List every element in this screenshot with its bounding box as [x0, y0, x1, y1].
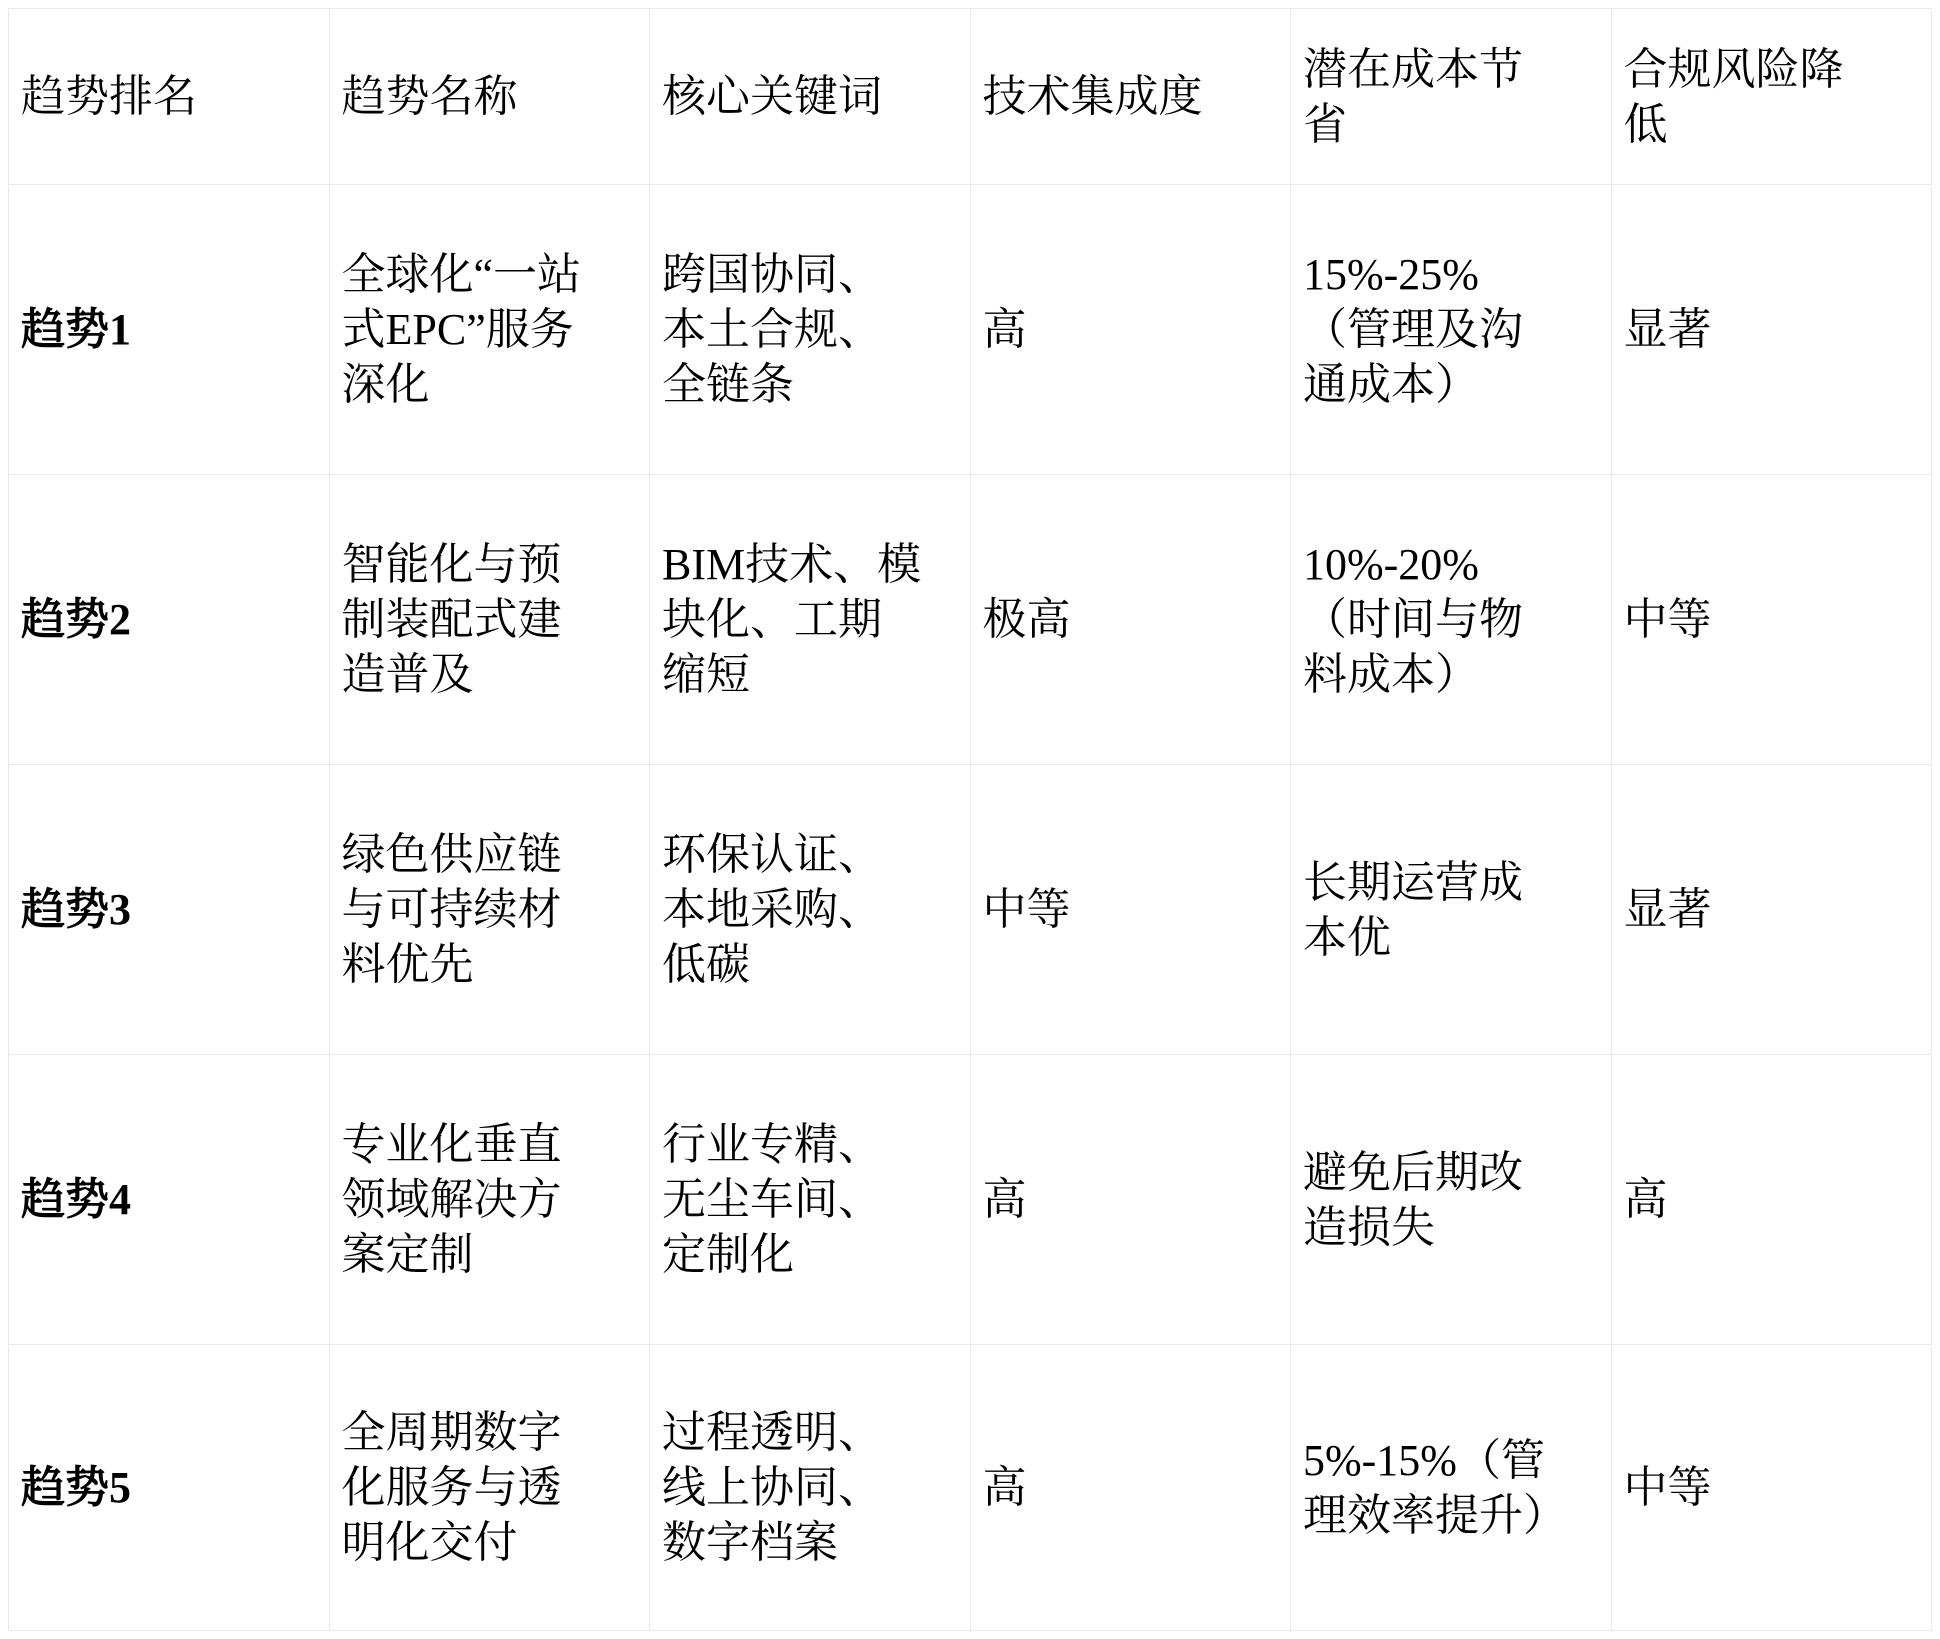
- table-cell-integration: 高: [970, 1055, 1291, 1345]
- table-row-trend-3: [9, 765, 1932, 1055]
- row-label-cell: 趋势5: [9, 1345, 330, 1631]
- header-tech-integration: 技术集成度: [970, 9, 1291, 185]
- table-cell-compliance: 显著: [1611, 765, 1932, 1055]
- table-cell-compliance: 中等: [1611, 1345, 1932, 1631]
- header-compliance-risk: 合规风险降低: [1611, 9, 1932, 185]
- header-core-keywords: 核心关键词: [650, 9, 971, 185]
- table-cell-savings: 避免后期改造损失: [1291, 1055, 1612, 1345]
- table-cell-integration: 中等: [970, 765, 1291, 1055]
- row-label-cell: 趋势2: [9, 475, 330, 765]
- table-cell-integration: 高: [970, 1345, 1291, 1631]
- table-cell-compliance: 显著: [1611, 185, 1932, 475]
- table-cell-keywords: 过程透明、线上协同、数字档案: [650, 1345, 971, 1631]
- table-row-trend-5: [9, 1345, 1932, 1631]
- table-cell-compliance: 中等: [1611, 475, 1932, 765]
- table-cell-trend-name: 全周期数字化服务与透明化交付: [329, 1345, 650, 1631]
- row-label-cell: 趋势4: [9, 1055, 330, 1345]
- table-row-trend-1: [9, 185, 1932, 475]
- table-cell-keywords: 跨国协同、本土合规、全链条: [650, 185, 971, 475]
- row-label-cell: 趋势3: [9, 765, 330, 1055]
- table-cell-savings: 15%-25% （管理及沟通成本）: [1291, 185, 1612, 475]
- table-cell-trend-name: 全球化“一站式EPC”服务深化: [329, 185, 650, 475]
- table-cell-compliance: 高: [1611, 1055, 1932, 1345]
- table-cell-integration: 极高: [970, 475, 1291, 765]
- table-cell-trend-name: 专业化垂直领域解决方案定制: [329, 1055, 650, 1345]
- table-cell-savings: 5%-15%（管理效率提升）: [1291, 1345, 1612, 1631]
- header-trend-rank: 趋势排名: [9, 9, 330, 185]
- trends-table: [8, 8, 1932, 1631]
- table-cell-savings: 长期运营成本优: [1291, 765, 1612, 1055]
- table-row-trend-2: [9, 475, 1932, 765]
- table-cell-integration: 高: [970, 185, 1291, 475]
- header-cost-savings: 潜在成本节省: [1291, 9, 1612, 185]
- table-cell-savings: 10%-20% （时间与物料成本）: [1291, 475, 1612, 765]
- table-cell-keywords: 环保认证、本地采购、低碳: [650, 765, 971, 1055]
- table-cell-keywords: 行业专精、无尘车间、定制化: [650, 1055, 971, 1345]
- header-trend-name: 趋势名称: [329, 9, 650, 185]
- table-cell-trend-name: 智能化与预制装配式建造普及: [329, 475, 650, 765]
- row-label-cell: 趋势1: [9, 185, 330, 475]
- table-cell-trend-name: 绿色供应链与可持续材料优先: [329, 765, 650, 1055]
- table-cell-keywords: BIM技术、模块化、工期缩短: [650, 475, 971, 765]
- header-row: [9, 9, 1932, 185]
- table-row-trend-4: [9, 1055, 1932, 1345]
